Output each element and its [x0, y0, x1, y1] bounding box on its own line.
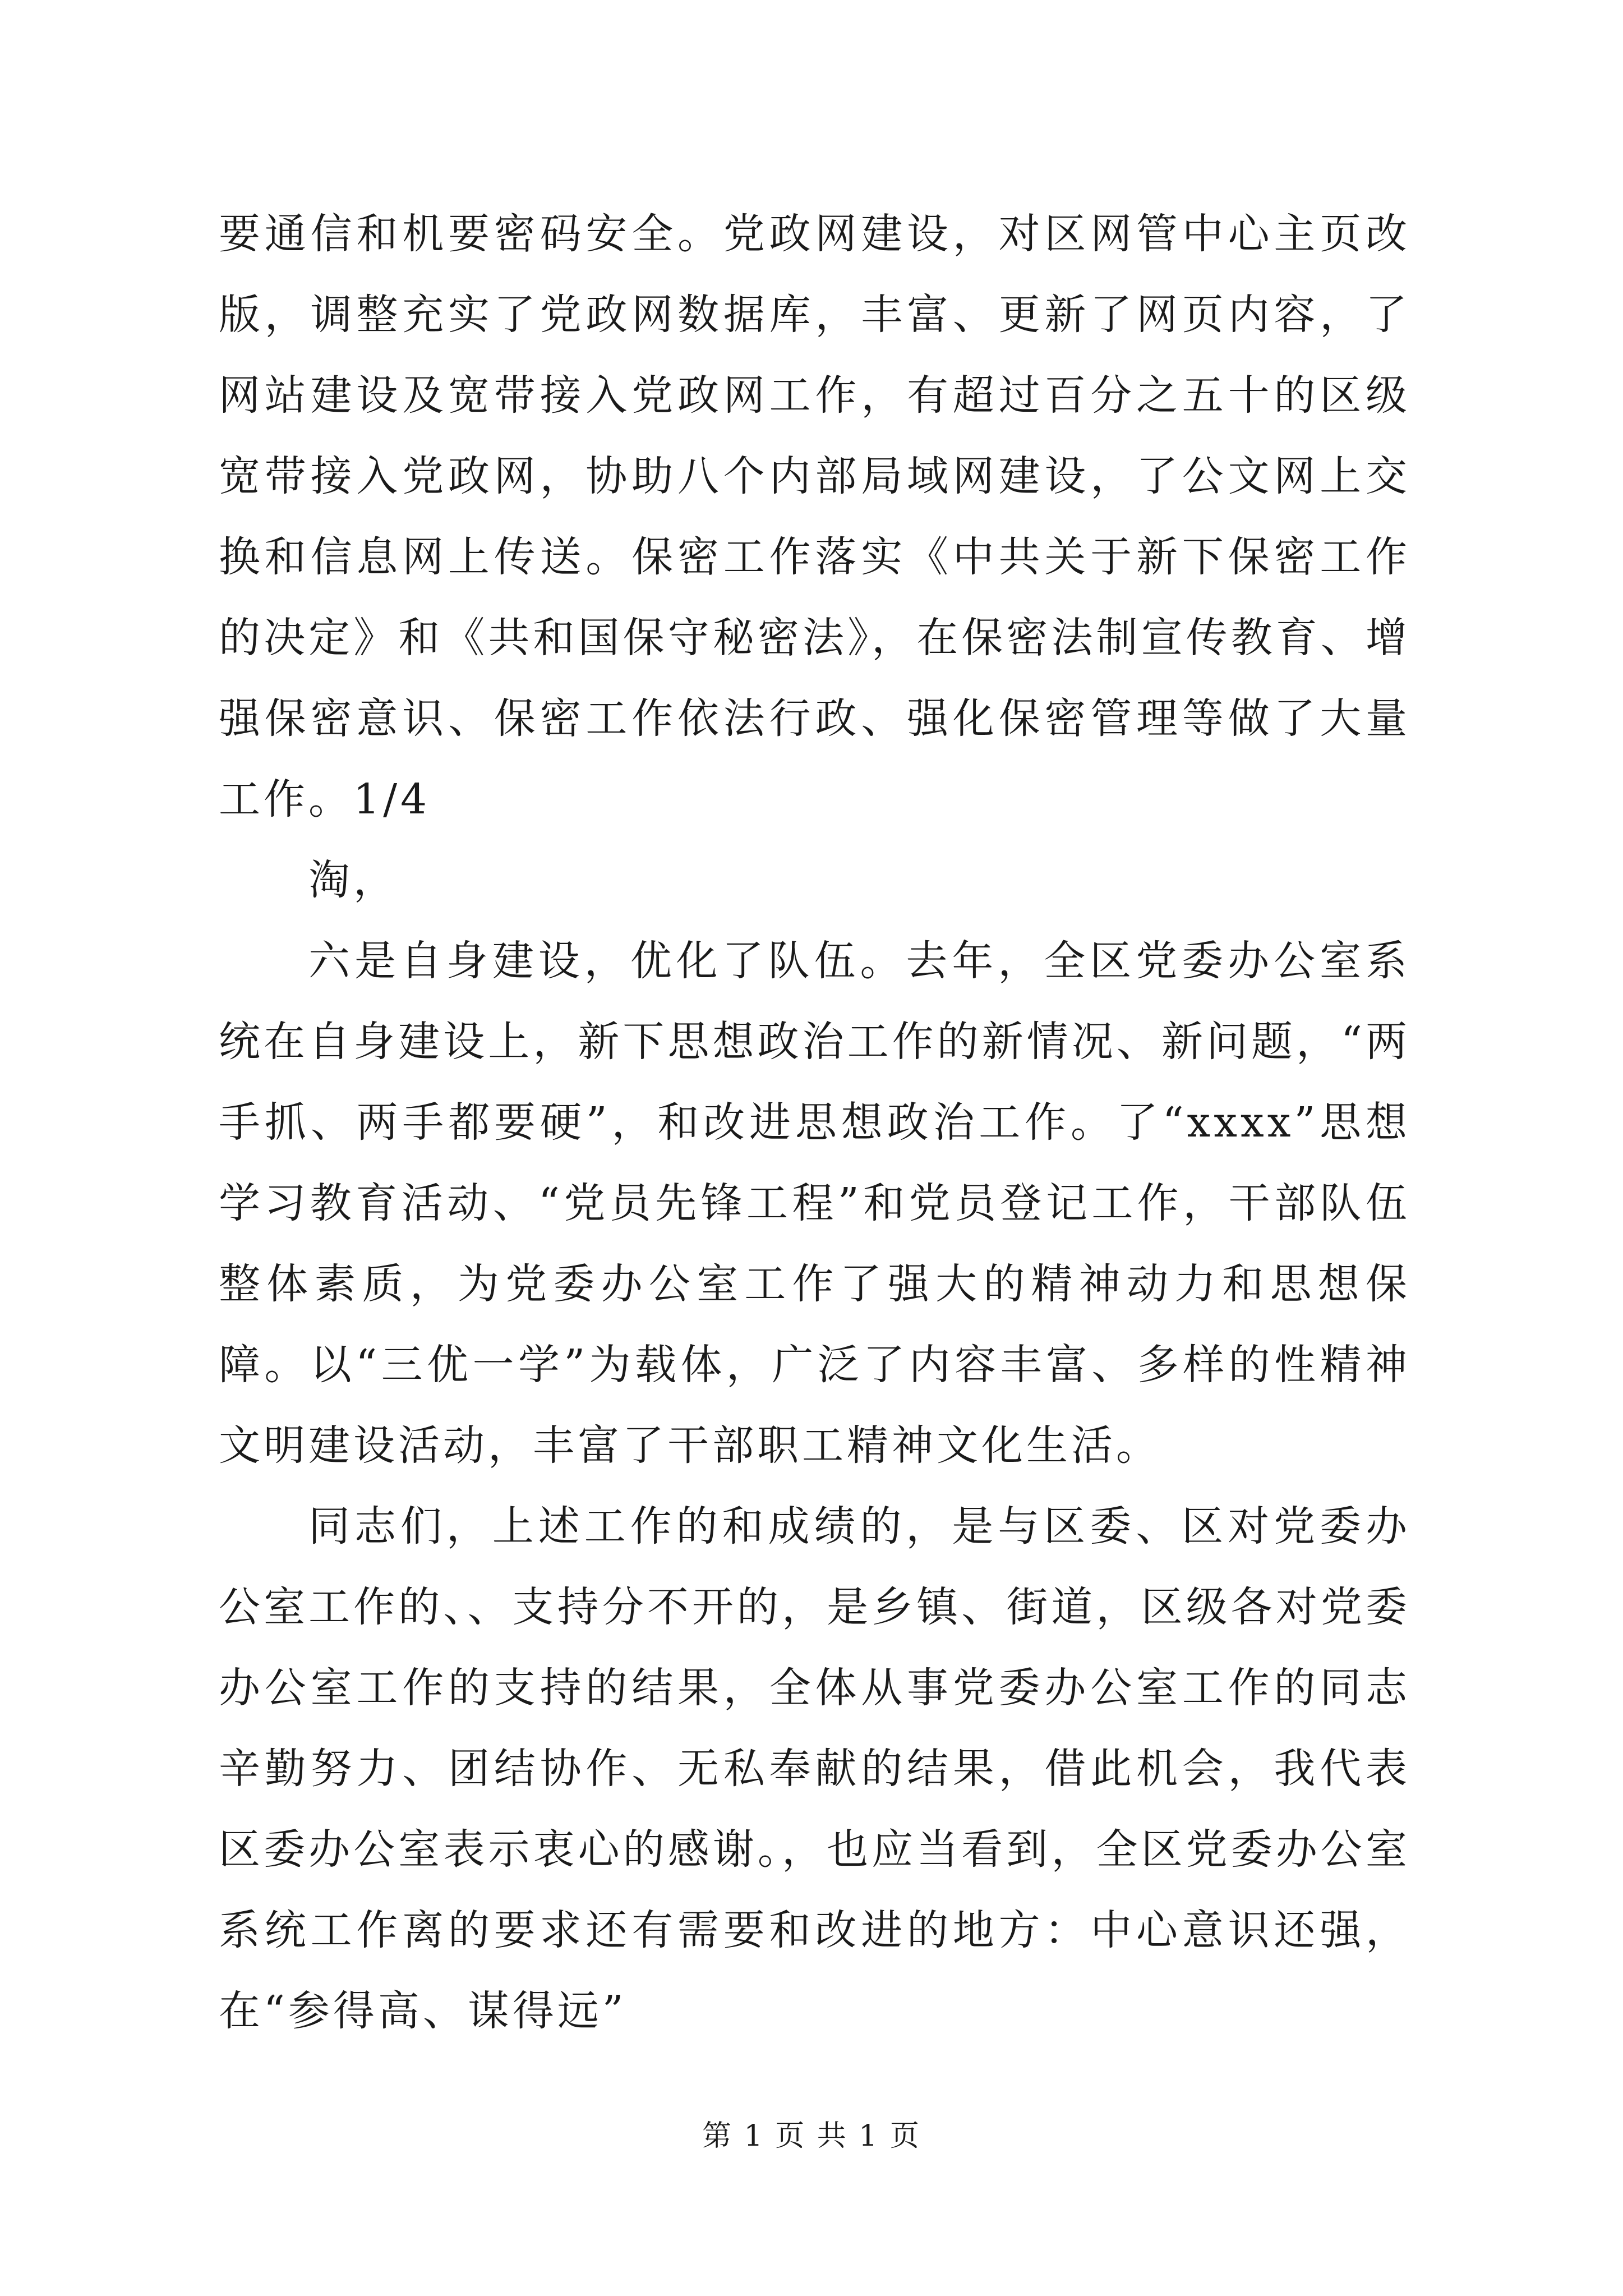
- paragraph-continuation: 要通信和机要密码安全。党政网建设，对区网管中心主页改版，调整充实了党政网数据库，丰富、更新了网页内容，了网站建设及宽带接入党政网工作，有超过百分之五十的区级宽带接入党政网，协助八个内部局域网建设，了公文网上交换和信息网上传送。保密工作落实《中共关于新下保密工作的决定》和《共和国保守秘密法》，在保密法制宣传教育、增强保密意识、保密工作依法行政、强化保密管理等做了大量工作。1/4: [219, 210, 1410, 823]
- document-body: [219, 194, 1410, 2051]
- page-footer: 第 1 页 共 1 页: [702, 2119, 921, 2153]
- paragraph-fragment: 淘，: [308, 856, 398, 904]
- paragraph-self-building: 六是自身建设，优化了队伍。去年，全区党委办公室系统在自身建设上，新下思想政治工作的新情况、新问题，“两手抓、两手都要硬”，和改进思想政治工作。了“xxxx”思想学习教育活动、“党员先锋工程”和党员登记工作，干部队伍整体素质，为党委办公室工作了强大的精神动力和思想保障。以“三优一学”为载体，广泛了内容丰富、多样的性精神文明建设活动，丰富了干部职工精神文化生活。: [219, 937, 1410, 1470]
- paragraph-acknowledgement: 同志们，上述工作的和成绩的，是与区委、区对党委办公室工作的、、支持分不开的，是乡镇、街道，区级各对党委办公室工作的支持的结果，全体从事党委办公室工作的同志辛勤努力、团结协作、无私奉献的结果，借此机会，我代表区委办公室表示衷心的感谢。，也应当看到，全区党委办公室系统工作离的要求还有需要和改进的地方：中心意识还强，在“参得高、谋得远”: [219, 1502, 1410, 2035]
